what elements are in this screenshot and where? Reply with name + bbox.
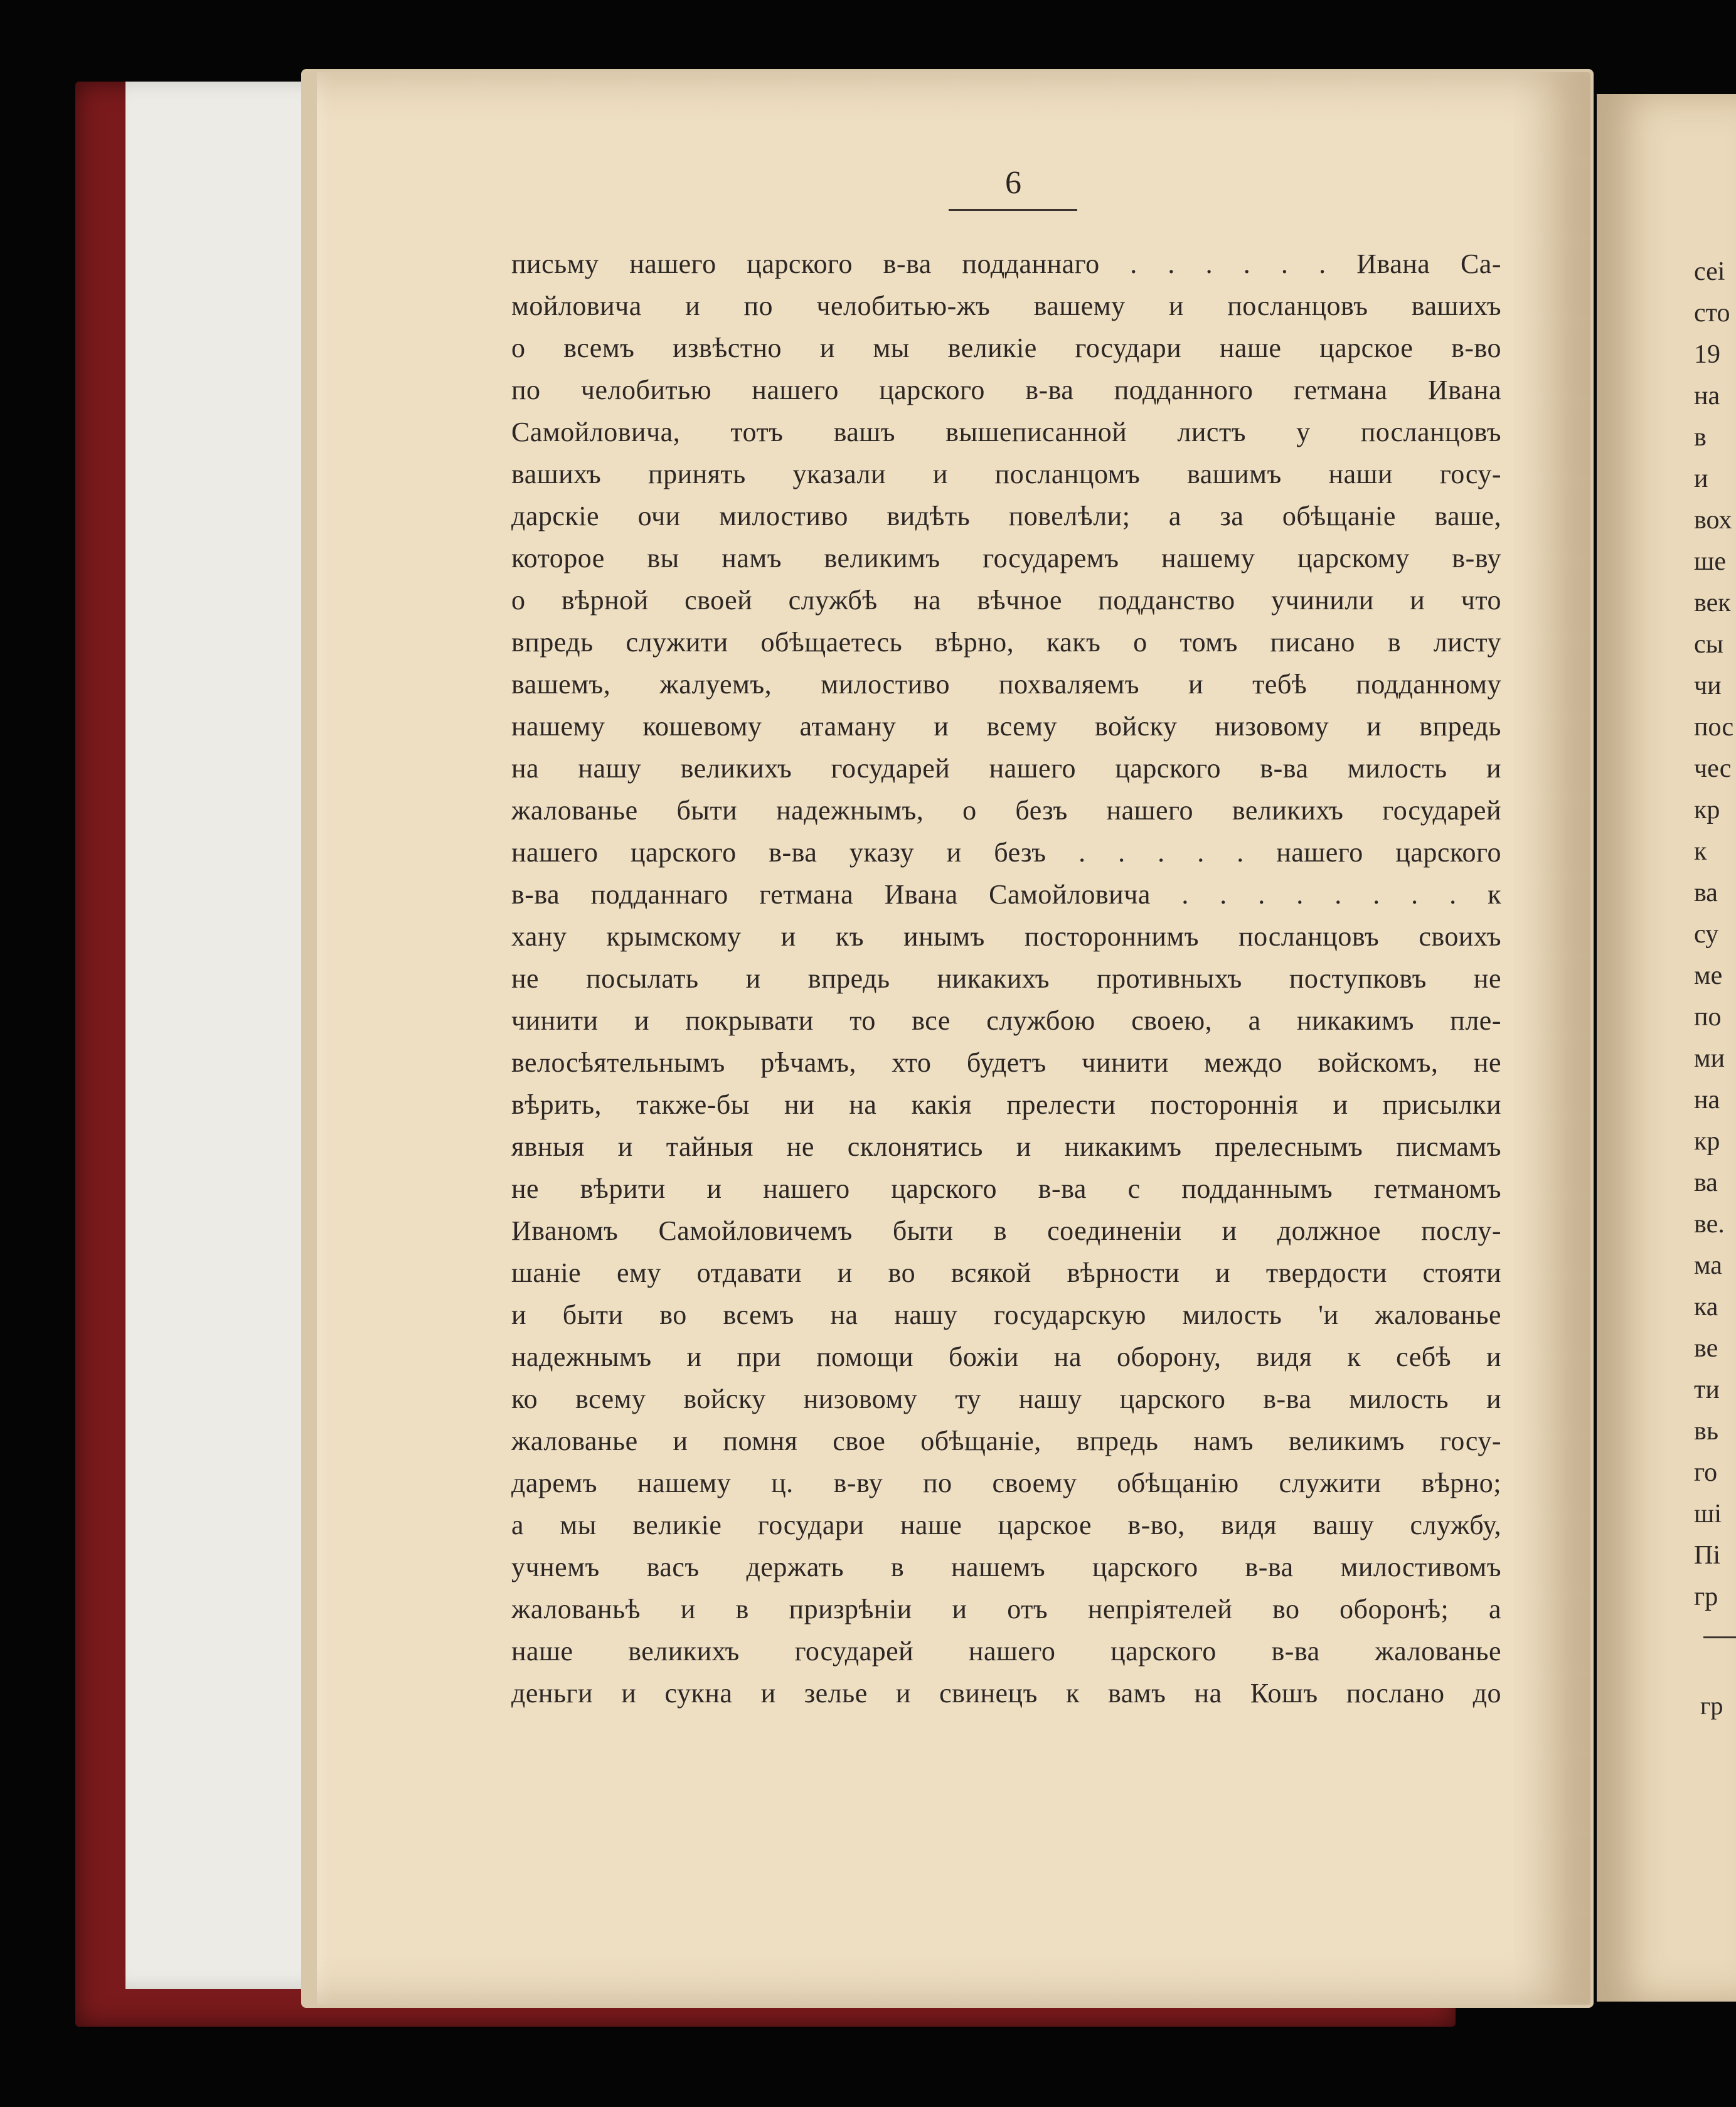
right-page-line-fragment: су [1694, 920, 1719, 949]
right-page-line-fragment: ма [1694, 1251, 1722, 1280]
right-page-rule [1703, 1636, 1736, 1638]
text-line: которое вы намъ великимъ государемъ нашему царскому в-ву [511, 543, 1501, 573]
text-line: дарскіе очи милостиво видѣть повелѣли; а за обѣщаніе ваше, [511, 501, 1501, 531]
right-page-line-fragment: кр [1694, 1127, 1720, 1156]
right-page-line-fragment: сто [1694, 299, 1730, 328]
right-page-line-fragment: ва [1694, 878, 1718, 907]
text-line: впредь служити обѣщаетесь вѣрно, какъ о томъ писано в листу [511, 627, 1501, 658]
text-line: вашемъ, жалуемъ, милостиво похваляемъ и тебѣ подданному [511, 669, 1501, 700]
right-page-line-fragment: ти [1694, 1375, 1720, 1404]
right-page-line-fragment: в [1694, 423, 1707, 452]
right-page-line-fragment: чес [1694, 754, 1732, 783]
text-line: наше великихъ государей нашего царского в-ва жалованье [511, 1636, 1501, 1667]
text-line: мойловича и по челобитью-жъ вашему и посланцовъ вашихъ [511, 291, 1501, 321]
right-page-line-fragment: пос [1694, 713, 1734, 742]
right-page-footer-fragment: гр [1700, 1692, 1723, 1720]
text-line: не вѣрити и нашего царского в-ва с подданнымъ гетманомъ [511, 1173, 1501, 1204]
text-line: о вѣрной своей службѣ на вѣчное подданство учинили и что [511, 585, 1501, 616]
right-page-line-fragment: вох [1694, 506, 1732, 535]
text-line: надежнымъ и при помощи божіи на оборону, видя к себѣ и [511, 1342, 1501, 1372]
text-line: нашего царского в-ва указу и безъ . . . . . нашего царского [511, 837, 1501, 868]
text-line: велосѣятельнымъ рѣчамъ, хто будетъ чинити междо войскомъ, не [511, 1047, 1501, 1078]
text-line: жалованье быти надежнымъ, о безъ нашего великихъ государей [511, 795, 1501, 826]
text-line: по челобитью нашего царского в-ва подданного гетмана Ивана [511, 375, 1501, 405]
right-page-line-fragment: на [1694, 1086, 1720, 1114]
text-line: а мы великіе государи наше царское в-во, видя вашу службу, [511, 1510, 1501, 1540]
right-page-line-fragment: кр [1694, 796, 1720, 824]
right-page-line-fragment: век [1694, 589, 1731, 617]
right-page-line-fragment: ші [1694, 1500, 1722, 1528]
text-line: хану крымскому и къ инымъ постороннимъ посланцовъ своихъ [511, 921, 1501, 952]
right-page-line-fragment: ве [1694, 1334, 1718, 1363]
text-line: Иваномъ Самойловичемъ быти в соединеніи и должное послу- [511, 1215, 1501, 1246]
page-number: 6 [1005, 165, 1021, 201]
right-page-line-fragment: и [1694, 464, 1708, 493]
right-page-line-fragment: ве. [1694, 1210, 1725, 1239]
right-page-line-fragment: ка [1694, 1293, 1718, 1321]
right-page-fragments [1694, 251, 1736, 1618]
text-line: и быти во всемъ на нашу государскую милость 'и жалованье [511, 1299, 1501, 1330]
right-page-line-fragment: на [1694, 381, 1720, 410]
text-line: не посылать и впредь никакихъ противныхъ поступковъ не [511, 963, 1501, 994]
text-line: нашему кошевому атаману и всему войску низовому и впредь [511, 711, 1501, 742]
text-line: даремъ нашему ц. в-ву по своему обѣщанію служити вѣрно; [511, 1468, 1501, 1498]
right-page-line-fragment: по [1694, 1003, 1722, 1032]
right-page-line-fragment: ме [1694, 961, 1723, 990]
text-line: деньги и сукна и зелье и свинецъ к вамъ на Кошъ послано до [511, 1678, 1501, 1709]
right-page-line-fragment: ми [1694, 1044, 1725, 1073]
text-column [511, 243, 1501, 1714]
right-page-line-fragment: чи [1694, 671, 1722, 700]
right-page-line-fragment: к [1694, 837, 1707, 866]
text-line: учнемъ васъ держать в нашемъ царского в-ва милостивомъ [511, 1552, 1501, 1582]
right-page-line-fragment: гр [1694, 1582, 1718, 1611]
text-line: явныя и тайныя не склонятись и никакимъ прелеснымъ писмамъ [511, 1131, 1501, 1162]
right-page-line-fragment: вь [1694, 1417, 1718, 1446]
text-line: о всемъ извѣстно и мы великіе государи наше царское в-во [511, 333, 1501, 363]
right-page-line-fragment: ше [1694, 547, 1726, 576]
text-line: письму нашего царского в-ва подданнаго . . . . . . Ивана Са- [511, 248, 1501, 279]
text-line: вѣрить, также-бы ни на какія прелести постороннія и присылки [511, 1089, 1501, 1120]
right-page-line-fragment: Пі [1694, 1541, 1720, 1570]
text-line: шаніе ему отдавати и во всякой вѣрности и твердости стояти [511, 1257, 1501, 1288]
text-line: жалованьѣ и в призрѣніи и отъ непріятелей во оборонѣ; а [511, 1594, 1501, 1624]
text-line: жалованье и помня свое обѣщаніе, впредь намъ великимъ госу- [511, 1426, 1501, 1456]
right-page-line-fragment: сеі [1694, 257, 1725, 286]
right-page-line-fragment: 19 [1694, 340, 1720, 369]
right-page-line-fragment: сы [1694, 630, 1723, 659]
right-page-line-fragment: ва [1694, 1168, 1718, 1197]
page-number-rule [949, 209, 1077, 211]
text-line: в-ва подданнаго гетмана Ивана Самойловича . . . . . . . . к [511, 879, 1501, 910]
text-line: чинити и покрывати то все службою своею, а никакимъ пле- [511, 1005, 1501, 1036]
text-line: Самойловича, тотъ вашъ вышеписанной листъ у посланцовъ [511, 417, 1501, 447]
text-line: ко всему войску низовому ту нашу царского в-ва милость и [511, 1384, 1501, 1414]
text-line: вашихъ принять указали и посланцомъ вашимъ наши госу- [511, 459, 1501, 489]
right-page-line-fragment: го [1694, 1458, 1718, 1487]
text-line: на нашу великихъ государей нашего царского в-ва милость и [511, 753, 1501, 784]
